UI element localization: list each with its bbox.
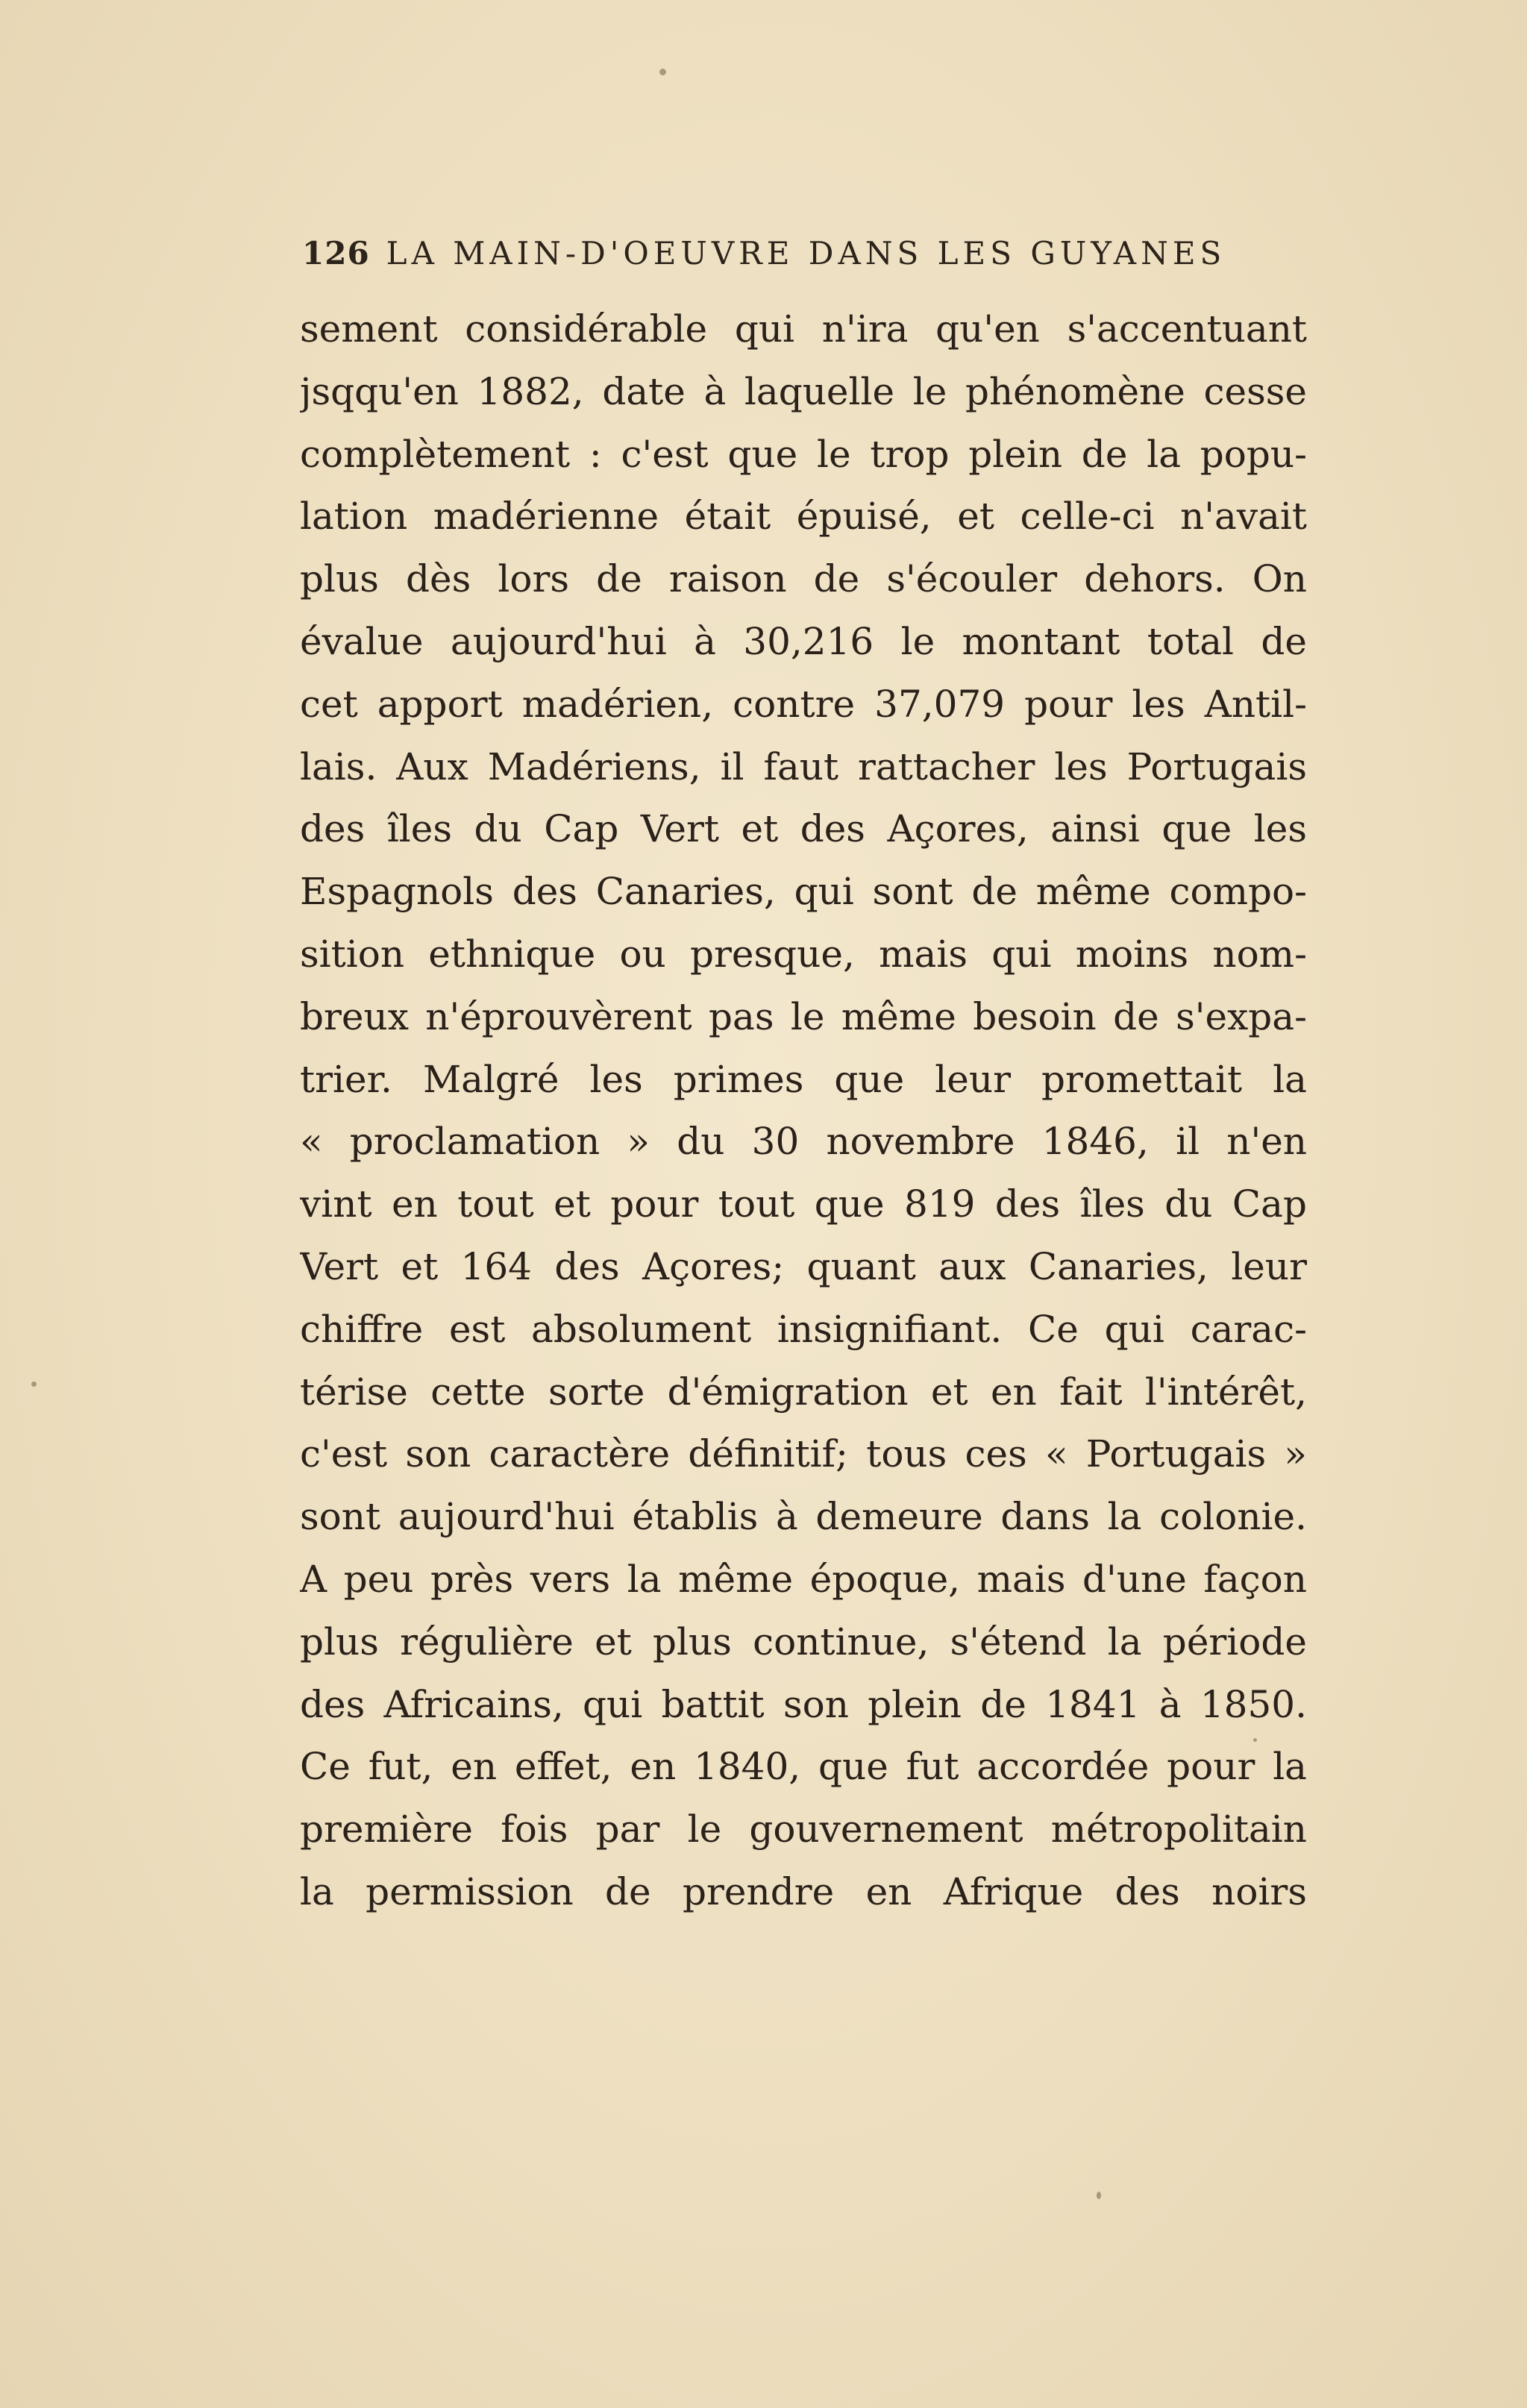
text-line: des Africains, qui battit son plein de 1841 à 1850.: [300, 1682, 1307, 1726]
text-line: lais. Aux Madériens, il faut rattacher les Portugais: [300, 744, 1307, 788]
text-line: plus dès lors de raison de s'écouler dehors. On: [300, 557, 1307, 601]
paper-speck: [31, 1382, 37, 1387]
text-line: plus régulière et plus continue, s'étend la période: [300, 1620, 1307, 1664]
text-line: sition ethnique ou presque, mais qui moins nom-: [300, 932, 1307, 976]
body-text: [300, 298, 1307, 1924]
text-line: chiffre est absolument insignifiant. Ce qui carac-: [300, 1307, 1307, 1351]
text-line: Espagnols des Canaries, qui sont de même compo-: [300, 870, 1307, 914]
text-line: trier. Malgré les primes que leur promettait la: [300, 1057, 1307, 1101]
text-line: sont aujourd'hui établis à demeure dans la colonie.: [300, 1495, 1307, 1539]
text-line: breux n'éprouvèrent pas le même besoin de s'expa-: [300, 994, 1307, 1038]
text-line: première fois par le gouvernement métropolitain: [300, 1807, 1307, 1852]
text-line: la permission de prendre en Afrique des noirs: [300, 1869, 1307, 1913]
text-line: cet apport madérien, contre 37,079 pour les Antil-: [300, 682, 1307, 726]
page-number: 126: [302, 235, 370, 272]
text-line: des îles du Cap Vert et des Açores, ainsi que les: [300, 807, 1307, 851]
running-title: LA MAIN-D'OEUVRE DANS LES GUYANES: [386, 235, 1226, 272]
text-line: Ce fut, en effet, en 1840, que fut accordée pour la: [300, 1745, 1307, 1789]
text-line: lation madérienne était épuisé, et celle-ci n'avait: [300, 495, 1307, 539]
paper-speck: [659, 69, 666, 75]
paper-speck: [1097, 2192, 1101, 2199]
text-line: vint en tout et pour tout que 819 des îles du Cap: [300, 1182, 1307, 1226]
text-line: c'est son caractère définitif; tous ces « Portugais »: [300, 1432, 1307, 1476]
text-line: « proclamation » du 30 novembre 1846, il n'en: [300, 1120, 1307, 1164]
text-line: térise cette sorte d'émigration et en fait l'intérêt,: [300, 1370, 1307, 1414]
text-line: A peu près vers la même époque, mais d'une façon: [300, 1557, 1307, 1601]
text-line: complètement : c'est que le trop plein de la popu-: [300, 432, 1307, 476]
text-line: sement considérable qui n'ira qu'en s'accentuant: [300, 307, 1307, 351]
running-head: [302, 233, 1235, 275]
text-line: jsqqu'en 1882, date à laquelle le phénomène cesse: [300, 369, 1307, 413]
text-line: Vert et 164 des Açores; quant aux Canaries, leur: [300, 1244, 1307, 1288]
text-line: évalue aujourd'hui à 30,216 le montant total de: [300, 619, 1307, 663]
paper-speck: [1253, 1738, 1257, 1742]
